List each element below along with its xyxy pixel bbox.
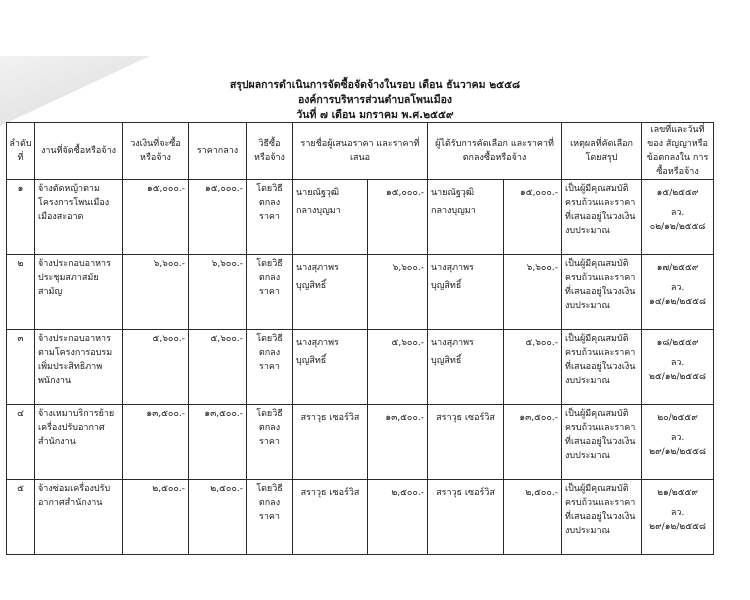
row-budget: ๑๓,๕๐๐.- [123,405,189,480]
winner-name: นายณัฐวุฒิ [431,188,474,198]
row-winner-price [504,180,562,255]
row-winner-price [504,480,562,555]
row-method: โดยวิธีตกลงราคา [247,480,293,555]
row-winner-price [504,330,562,405]
row-bid-price [368,405,428,480]
row-bid-price [368,180,428,255]
row-reason: เป็นผู้มีคุณสมบัติครบถ้วนและราคาที่เสนออยู่ในวงเงินงบประมาณ [562,255,642,330]
contract-date: ลว. ๒๙/๑๒/๒๕๕๘ [649,433,706,457]
document-date: วันที่ ๗ เดือน มกราคม พ.ศ.๒๕๕๙ [296,109,454,121]
row-contract [642,330,714,405]
winner-name: สราวุธ เซอร์วิส [436,488,495,498]
winner-price: ๑๕,๐๐๐.- [520,188,559,198]
row-no: ๒ [7,255,35,330]
row-winner [428,180,504,255]
row-bid-price [368,330,428,405]
contract-date: ลว. ๒๙/๑๒/๒๕๕๘ [649,508,706,532]
contract-date: ลว. ๑๔/๑๒/๒๕๕๘ [649,283,706,307]
row-contract [642,405,714,480]
row-contract [642,255,714,330]
contract-no: ๒๑/๒๕๕๙ [657,488,698,498]
bid-price: ๑๓,๕๐๐.- [385,413,425,423]
bid-price: ๒,๕๐๐.- [391,488,425,498]
table-header-row [7,123,714,180]
bidder-name: สราวุธ เซอร์วิส [300,413,360,423]
row-bidder [293,405,368,480]
bidder-name: นายณัฐวุฒิ [296,188,339,198]
table-row [7,180,714,255]
winner-surname: บุญสิทธิ์ [431,281,462,291]
col-header-reason: เหตุผลที่คัดเลือก โดยสรุป [562,123,642,180]
bidder-surname: บุญสิทธิ์ [296,356,327,366]
table-row [7,405,714,480]
winner-name: นางสุภาพร [431,338,474,348]
contract-no: ๒๐/๒๕๕๙ [657,413,698,423]
row-task: จ้างประกอบอาหารประชุมสภาสมัยสามัญ [35,255,123,330]
row-no: ๔ [7,405,35,480]
row-reason: เป็นผู้มีคุณสมบัติครบถ้วนและราคาที่เสนออยู่ในวงเงินงบประมาณ [562,330,642,405]
winner-price: ๑๓,๕๐๐.- [519,413,559,423]
row-median-price: ๒,๕๐๐.- [189,480,247,555]
row-bidder [293,255,368,330]
bidder-surname: บุญสิทธิ์ [296,281,327,291]
contract-no: ๑๗/๒๕๕๙ [656,263,699,273]
bidder-surname: กลางบุญมา [296,206,341,216]
winner-price: ๕,๖๐๐.- [525,338,559,348]
table-row [7,330,714,405]
contract-no: ๑๕/๒๕๕๙ [656,188,699,198]
winner-name: สราวุธ เซอร์วิส [436,413,495,423]
row-median-price: ๑๕,๐๐๐.- [189,180,247,255]
winner-surname: กลางบุญมา [431,206,476,216]
contract-date: ลว. ๐๒/๑๒/๒๕๕๘ [649,208,706,232]
document-title: สรุปผลการดำเนินการจัดซื้อจัดจ้างในรอบ เดือน ธันวาคม ๒๕๕๘ [229,79,521,91]
row-task: จ้างตัดหญ้าตามโครงการโพนเมืองเมืองสะอาด [35,180,123,255]
row-no: ๓ [7,330,35,405]
procurement-table [6,122,714,555]
row-median-price: ๕,๖๐๐.- [189,330,247,405]
col-header-bidders: รายชื่อผู้เสนอราคา และราคาที่เสนอ [293,123,428,180]
row-task: จ้างประกอบอาหารตามโครงการอบรมเพิ่มประสิทธิภาพพนักงาน [35,330,123,405]
col-header-task: งานที่จัดซื้อหรือจ้าง [35,123,123,180]
bid-price: ๕,๖๐๐.- [391,338,425,348]
row-bidder [293,330,368,405]
winner-name: นางสุภาพร [431,263,474,273]
bidder-name: นางสุภาพร [296,338,339,348]
bidder-name: สราวุธ เซอร์วิส [300,488,360,498]
contract-date: ลว. ๒๕/๑๒/๒๕๕๘ [649,358,706,382]
row-bid-price [368,480,428,555]
row-method: โดยวิธีตกลงราคา [247,180,293,255]
table-row [7,255,714,330]
row-winner [428,405,504,480]
col-header-median-price: ราคากลาง [189,123,247,180]
row-bidder [293,180,368,255]
row-winner [428,480,504,555]
row-winner [428,255,504,330]
row-winner [428,330,504,405]
row-bidder [293,480,368,555]
organization-name: องค์การบริหารส่วนตำบลโพนเมือง [297,94,453,106]
row-median-price: ๑๓,๕๐๐.- [189,405,247,480]
row-no: ๑ [7,180,35,255]
row-method: โดยวิธีตกลงราคา [247,255,293,330]
row-task: จ้างเหมาบริการย้ายเครื่องปรับอากาศสำนักงาน [35,405,123,480]
row-contract [642,480,714,555]
row-bid-price [368,255,428,330]
col-header-no: ลำดับ ที่ [7,123,35,180]
col-header-contract: เลขที่และวันที่ของ สัญญาหรือข้อตกลงใน การซื้อหรือจ้าง [642,123,714,180]
row-budget: ๕,๖๐๐.- [123,330,189,405]
row-winner-price [504,255,562,330]
row-task: จ้างซ่อมเครื่องปรับอากาศสำนักงาน [35,480,123,555]
col-header-budget: วงเงินที่จะซื้อ หรือจ้าง [123,123,189,180]
row-budget: ๖,๖๐๐.- [123,255,189,330]
col-header-winner: ผู้ได้รับการคัดเลือก และราคาที่ตกลงซื้อหรือจ้าง [428,123,562,180]
row-reason: เป็นผู้มีคุณสมบัติครบถ้วนและราคาที่เสนออยู่ในวงเงินงบประมาณ [562,480,642,555]
row-median-price: ๖,๖๐๐.- [189,255,247,330]
winner-price: ๖,๖๐๐.- [526,263,559,273]
winner-price: ๒,๕๐๐.- [525,488,559,498]
row-method: โดยวิธีตกลงราคา [247,405,293,480]
table-row [7,480,714,555]
winner-surname: บุญสิทธิ์ [431,356,462,366]
row-method: โดยวิธีตกลงราคา [247,330,293,405]
row-contract [642,180,714,255]
row-reason: เป็นผู้มีคุณสมบัติครบถ้วนและราคาที่เสนออยู่ในวงเงินงบประมาณ [562,180,642,255]
bid-price: ๑๕,๐๐๐.- [386,188,425,198]
row-winner-price [504,405,562,480]
row-reason: เป็นผู้มีคุณสมบัติครบถ้วนและราคาที่เสนออยู่ในวงเงินงบประมาณ [562,405,642,480]
row-budget: ๑๕,๐๐๐.- [123,180,189,255]
bidder-name: นางสุภาพร [296,263,339,273]
row-no: ๕ [7,480,35,555]
row-budget: ๒,๕๐๐.- [123,480,189,555]
contract-no: ๑๘/๒๕๕๙ [656,338,699,348]
col-header-method: วิธีซื้อ หรือจ้าง [247,123,293,180]
bid-price: ๖,๖๐๐.- [392,263,425,273]
